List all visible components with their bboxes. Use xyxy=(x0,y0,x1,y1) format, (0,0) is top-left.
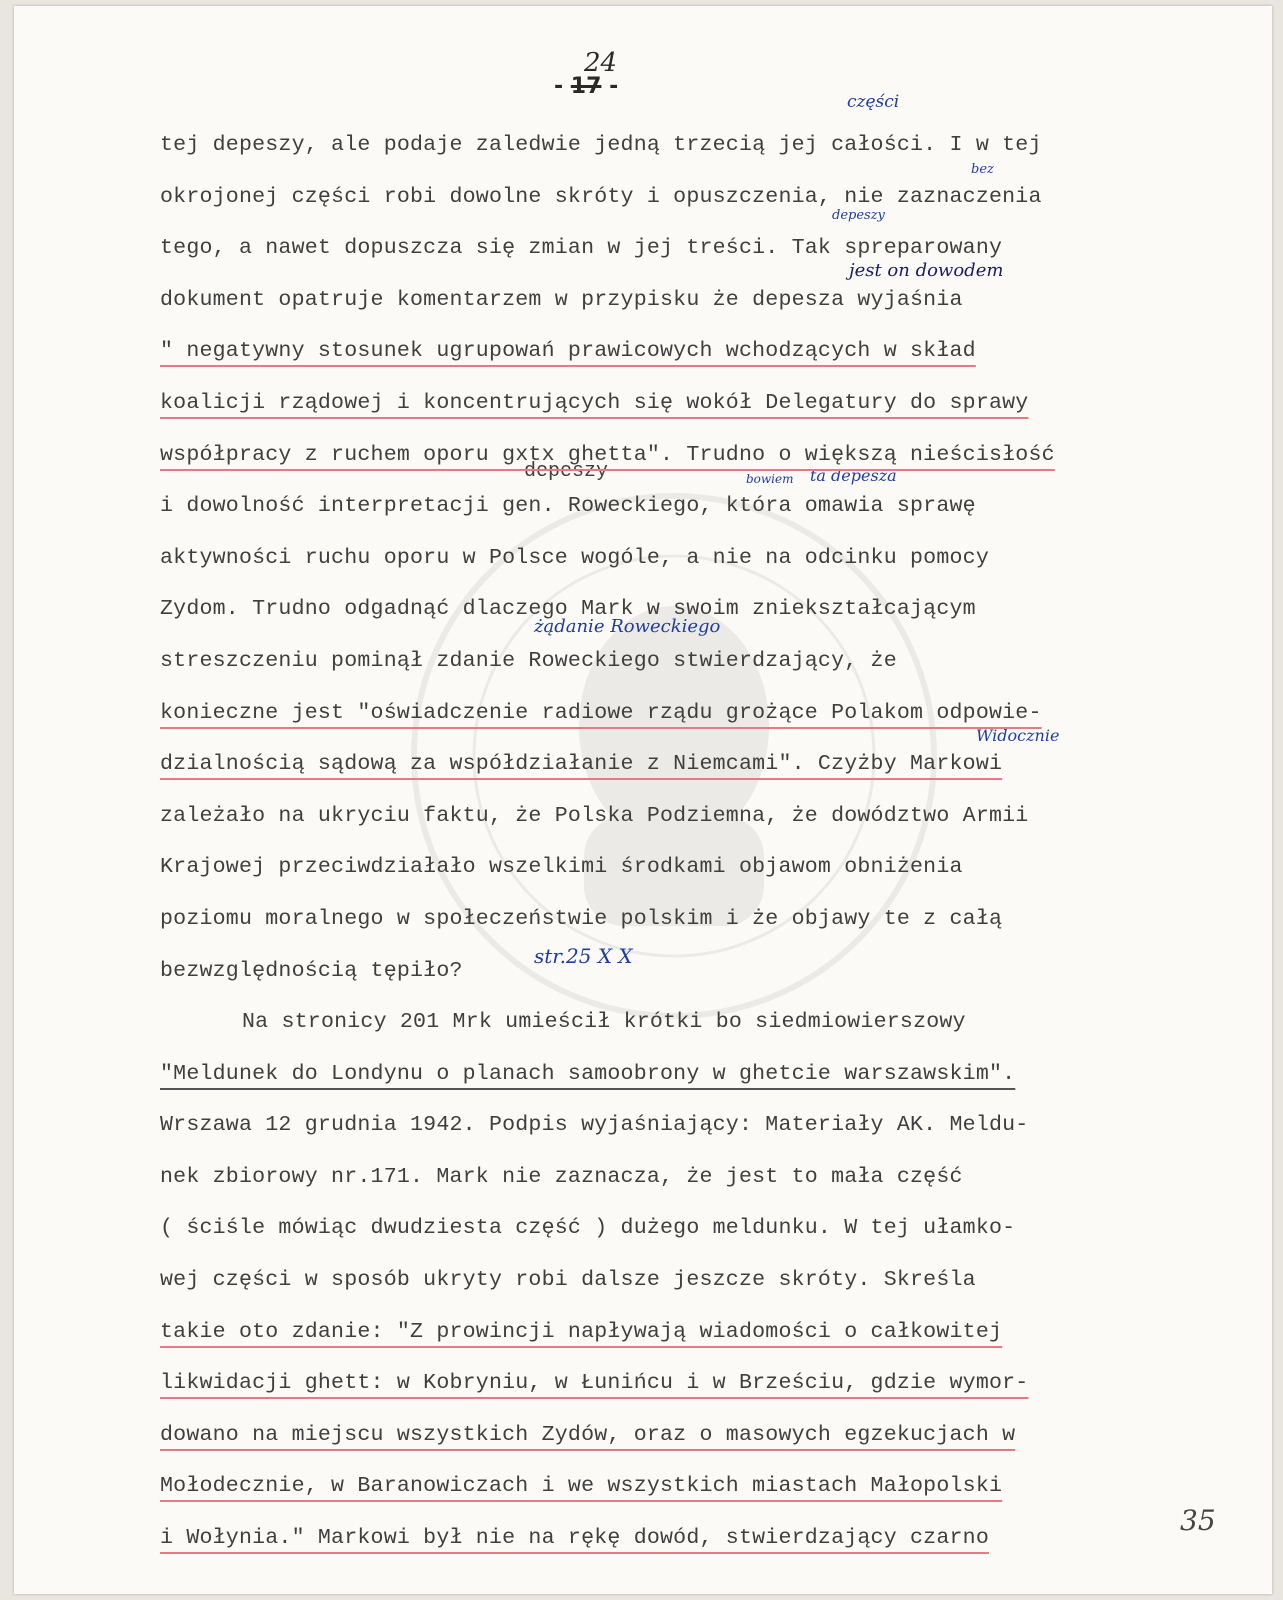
text-line: Zydom. Trudno odgadnąć dlaczego Mark w swoim zniekształcającym xyxy=(160,597,976,622)
annotation-depeszy-small: depeszy xyxy=(832,208,885,223)
handwritten-page-number: 24 xyxy=(584,48,618,78)
text-line-underlined: dowano na miejscu wszystkich Zydów, oraz o masowych egzekucjach w xyxy=(160,1422,1016,1447)
text-line: nek zbiorowy nr.171. Mark nie zaznacza, że jest to mała część xyxy=(160,1164,963,1189)
text-line: wej części w sposób ukryty robi dalsze jeszcze skróty. Skreśla xyxy=(160,1268,976,1293)
text-line: okrojonej części robi dowolne skróty i opuszczenia, nie zaznaczenia xyxy=(160,184,1042,209)
annotation-str25: str.25 X X xyxy=(534,944,633,968)
text-line: poziomu moralnego w społeczeństwie polskim i że objawy te z całą xyxy=(160,906,1003,931)
annotation-bowiem: bowiem xyxy=(746,472,794,486)
text-line-underlined: takie oto zdanie: "Z prowincji napływają wiadomości o całkowitej xyxy=(160,1319,1003,1344)
document-page xyxy=(14,6,1272,1594)
corner-page-number: 35 xyxy=(1180,1504,1216,1537)
text-line-underlined: konieczne jest "oświadczenie radiowe rządu grożące Polakom odpowie- xyxy=(160,700,1042,725)
typed-page-number: - 17 - xyxy=(554,74,619,99)
text-line-underlined: i Wołynia." Markowi był nie na rękę dowód, stwierdzający czarno xyxy=(160,1526,989,1551)
annotation-jest-on-dowodem: jest on dowodem xyxy=(849,260,1004,281)
text-line: Wrszawa 12 grudnia 1942. Podpis wyjaśniający: Materiały AK. Meldu- xyxy=(160,1113,1029,1138)
annotation-bez: bez xyxy=(971,162,994,177)
text-line: dokument opatruje komentarzem w przypisku że depesza wyjaśnia xyxy=(160,287,963,312)
text-line: tej depeszy, ale podaje zaledwie jedną trzecią jej całości. I w tej xyxy=(160,133,1042,157)
text-line: Krajowej przeciwdziałało wszelkimi środkami objawom obniżenia xyxy=(160,855,963,880)
text-line: tego, a nawet dopuszcza się zmian w jej treści. Tak spreparowany xyxy=(160,236,1003,261)
text-line-underlined: " negatywny stosunek ugrupowań prawicowych wchodzących w skład xyxy=(160,339,976,364)
annotation-widocznie: Widocznie xyxy=(976,726,1060,745)
text-line-underlined: dzialnością sądową za współdziałanie z Niemcami". Czyżby Markowi xyxy=(160,752,1003,777)
annotation-ta-depesza: ta depesza xyxy=(810,466,897,485)
typed-text-body xyxy=(160,128,1230,1573)
text-line: ( ściśle mówiąc dwudziesta część ) dużego meldunku. W tej ułamko- xyxy=(160,1216,1016,1241)
annotation-czesci: części xyxy=(847,92,900,112)
text-line-underlined: współpracy z ruchem oporu gxtx ghetta". Trudno o większą nieścisłość xyxy=(160,442,1055,467)
text-line-underlined: koalicji rządowej i koncentrujących się wokół Delegatury do sprawy xyxy=(160,390,1029,415)
text-line-underlined: "Meldunek do Londynu o planach samoobrony w ghetcie warszawskim". xyxy=(160,1061,1016,1086)
text-line: aktywności ruchu oporu w Polsce wogóle, a nie na odcinku pomocy xyxy=(160,545,989,570)
text-line: bezwzględnością tępiło? xyxy=(160,958,463,983)
text-line: streszczeniu pominął zdanie Roweckiego stwierdzający, że xyxy=(160,648,897,673)
text-line-underlined: Mołodecznie, w Baranowiczach i we wszystkich miastach Małopolski xyxy=(160,1474,1003,1499)
text-line-indented: Na stronicy 201 Mrk umieścił krótki bo siedmiowierszowy xyxy=(242,1010,966,1035)
annotation-zadanie-roweckiego: żądanie Roweckiego xyxy=(534,616,721,637)
text-line: zależało na ukryciu faktu, że Polska Podziemna, że dowództwo Armii xyxy=(160,803,1029,828)
text-line-underlined: likwidacji ghett: w Kobryniu, w Łunińcu i w Brześciu, gdzie wymor- xyxy=(160,1371,1029,1396)
text-line: i dowolność interpretacji gen. Roweckiego, która omawia sprawę xyxy=(160,494,976,519)
annotation-depeszy-typed: depeszy xyxy=(524,460,609,483)
